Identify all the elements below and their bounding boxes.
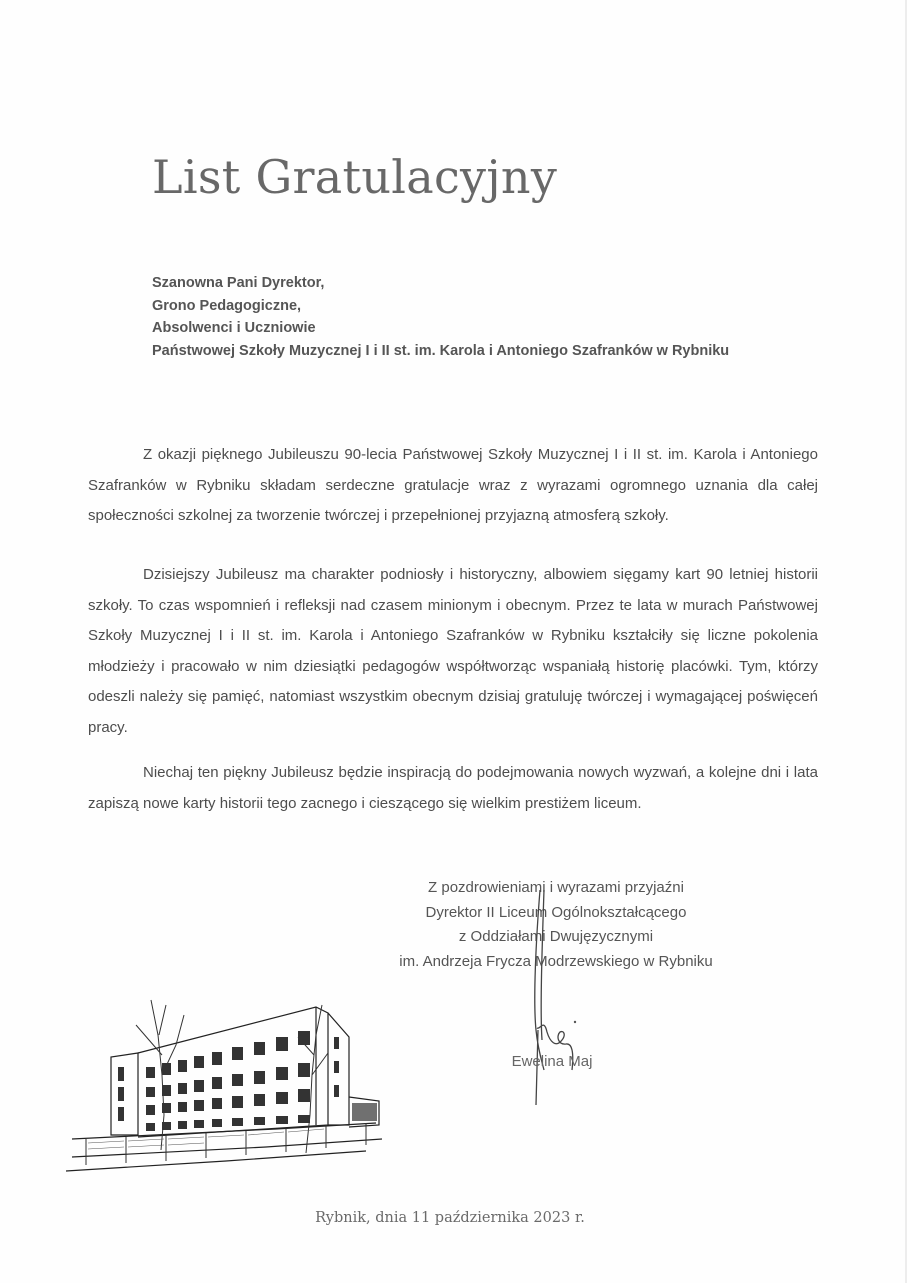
salutation-line: Państwowej Szkoły Muzycznej I i II st. im. Karola i Antoniego Szafranków w Rybniku: [152, 342, 730, 359]
paragraph-text: Dzisiejszy Jubileusz ma charakter podniosły i historyczny, albowiem sięgamy kart 90 letniej historii szkoły. To czas wspomnień i refleksji nad czasem minionym i obecnym. Przez te lata w murach Państwowej Szkoły Muzycznej I i II st. im. Karola i Antoniego Szafranków w Rybniku kształciły się liczne pokolenia młodzieży i pracowało w nim dziesiątki pedagogów współtworząc wspaniałą historię placówki. Tym, którzy odeszli należy się pamięć, natomiast wszystkim obecnym dzisiaj gratuluję twórczej i wymagającej poświęceń pracy.: [88, 566, 818, 736]
letter-date: Rybnik, dnia 11 października 2023 r.: [315, 1210, 585, 1226]
closing-line: im. Andrzeja Frycza Modrzewskiego w Rybniku: [399, 952, 713, 970]
paragraph-text: Niechaj ten piękny Jubileusz będzie inspiracją do podejmowania nowych wyzwań, a kolejne dni i lata zapiszą nowe karty historii tego zacnego i cieszącego się wielkim prestiżem liceum.: [88, 764, 818, 812]
salutation-line: Grono Pedagogiczne,: [152, 297, 302, 314]
closing-line: z Oddziałami Dwujęzycznymi: [458, 928, 654, 945]
body-paragraph-2: [88, 560, 818, 743]
salutation-line: Szanowna Pani Dyrektor,: [152, 275, 325, 291]
closing-line: Dyrektor II Liceum Ogólnokształcącego: [425, 903, 687, 921]
school-building-icon: [66, 975, 388, 1175]
paragraph-text: Z okazji pięknego Jubileuszu 90-lecia Państwowej Szkoły Muzycznej I i II st. im. Karola i Antoniego Szafranków w Rybniku składam serdeczne gratulacje wraz z wyrazami ogromnego uznania dla całej społeczności szkolnej za tworzenie twórczej i przepełnionej przyjazną atmosferą szkoły.: [88, 446, 818, 524]
salutation-line: Absolwenci i Uczniowie: [152, 320, 316, 336]
signer-name: Ewelina Maj: [511, 1053, 593, 1070]
salutation-block: [152, 272, 729, 362]
closing-line: Z pozdrowieniami i wyrazami przyjaźni: [428, 879, 684, 896]
body-paragraph-3: [88, 758, 818, 819]
letter-title: List Gratulacyjny: [152, 150, 558, 204]
body-paragraph-1: [88, 440, 818, 532]
signature-icon: [500, 880, 600, 1110]
